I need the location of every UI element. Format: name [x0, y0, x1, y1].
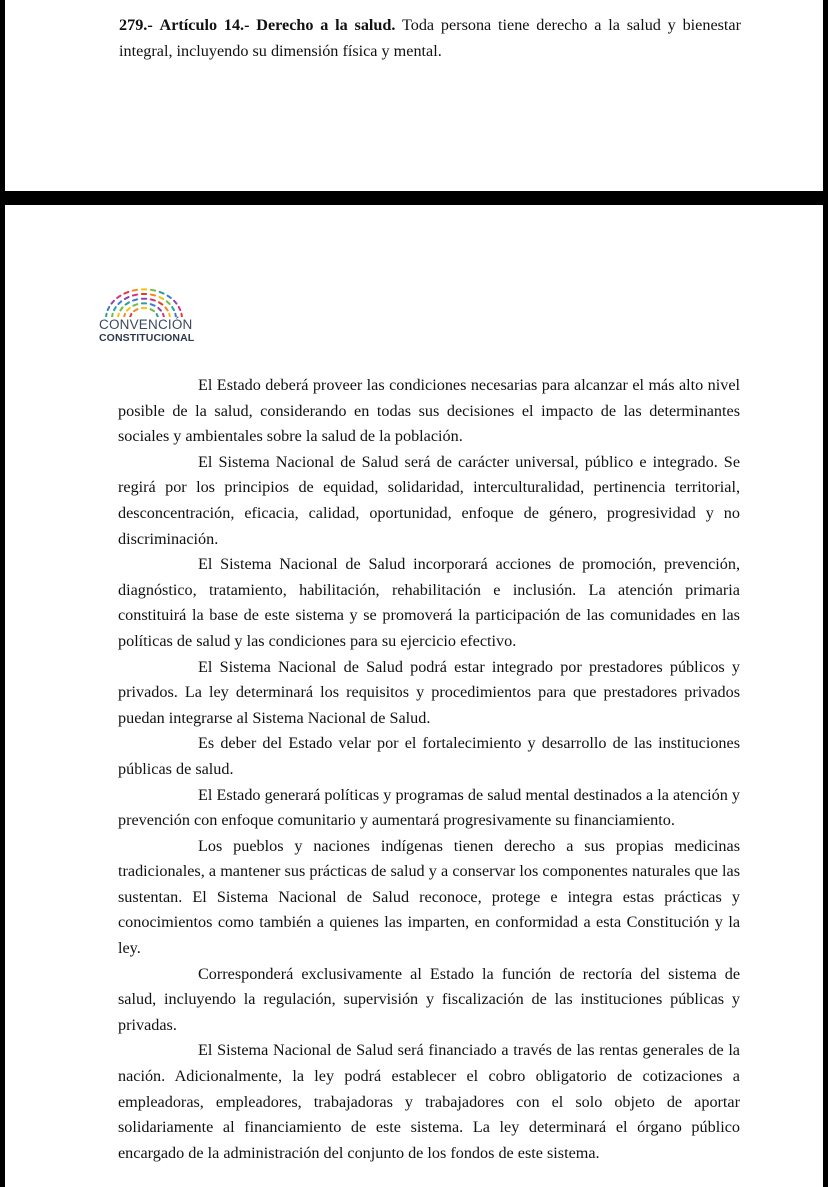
- convencion-logo: [99, 275, 209, 345]
- logo-line1: CONVENCIÓN: [99, 317, 193, 332]
- logo-dash: [151, 290, 155, 291]
- article-body-text: [118, 373, 740, 1166]
- logo-dash: [172, 307, 174, 310]
- logo-dash: [127, 308, 130, 311]
- article-number: 279.-: [119, 16, 153, 34]
- logo-line2: CONSTITUCIONAL: [99, 332, 195, 344]
- logo-dash: [111, 301, 114, 304]
- logo-dash: [160, 292, 164, 294]
- logo-dash: [151, 299, 155, 300]
- paragraph: El Estado deberá proveer las condiciones necesarias para alcanzar el más alto nivel posible de la salud, considerando en todas sus decisiones el impacto de las determinantes sociales y ambientales sobre la salud de la población.: [118, 376, 740, 446]
- logo-dash: [165, 307, 167, 310]
- paragraph: Corresponderá exclusivamente al Estado la función de rectoría del sistema de salud, incluyendo la regulación, supervisión y fiscalización de las instituciones públicas y privadas.: [118, 964, 740, 1034]
- logo-dash: [151, 304, 155, 305]
- logo-dash: [159, 302, 162, 304]
- logo-dash: [133, 290, 137, 291]
- logo-dash: [114, 307, 116, 310]
- logo-dash: [133, 299, 137, 300]
- logo-dash: [117, 296, 120, 298]
- paragraph: Los pueblos y naciones indígenas tienen derecho a sus propias medicinas tradicionales, a mantener sus prácticas de salud y a conservar los componentes naturales que las sustentan. El Sistema Nacional de Salud reconoce, protege e integra estas prácticas y conocimientos como también a quienes las imparten, en conformidad a esta Constitución y la ley.: [118, 836, 740, 958]
- logo-dash: [158, 308, 161, 311]
- paragraph: El Sistema Nacional de Salud incorporará acciones de promoción, prevención, diagnóstico, tratamiento, habilitación, rehabilitación e inclusión. La atención primaria constituirá la base de este sistema y se promoverá la participación de las comunidades en las políticas de salud y las condiciones para su ejercicio efectivo.: [118, 555, 740, 650]
- paragraph: El Estado generará políticas y programas de salud mental destinados a la atención y prevención con enfoque comunitario y aumentará progresivamente su financiamiento.: [118, 785, 740, 830]
- logo-dash: [150, 309, 154, 311]
- logo-dash: [125, 297, 129, 299]
- logo-dash: [151, 295, 155, 296]
- paragraph: Es deber del Estado velar por el fortalecimiento y desarrollo de las instituciones públicas de salud.: [118, 734, 740, 778]
- logo-dash: [126, 302, 129, 304]
- logo-dash: [174, 301, 177, 304]
- paragraph: El Sistema Nacional de Salud será de carácter universal, público e integrado. Se regirá por los principios de equidad, solidaridad, interculturalidad, pertinencia territorial, desconcentración, eficacia, calidad, oportunidad, enfoque de género, progresividad y no discriminación.: [118, 452, 740, 548]
- logo-dash: [118, 301, 121, 304]
- logo-dash: [133, 304, 137, 305]
- logo-arc-icon: [99, 275, 199, 317]
- paragraph: El Sistema Nacional de Salud podrá estar integrado por prestadores públicos y privados. La ley determinará los requisitos y procedimientos para que prestadores privados puedan integrarse al Sistema Nacional de Salud.: [118, 657, 740, 727]
- logo-dash: [168, 296, 171, 298]
- paragraph: El Sistema Nacional de Salud será financiado a través de las rentas generales de la nación. Adicionalmente, la ley podrá establecer el cobro obligatorio de cotizaciones a empleadoras, empleadores, trabajadoras y trabajadores con el solo objeto de aportar solidariamente al financiamiento de este sistema. La ley determinará el órgano público encargado de la administración del conjunto de los fondos de este sistema.: [118, 1041, 740, 1162]
- logo-dash: [179, 307, 181, 310]
- logo-dash: [124, 292, 128, 294]
- logo-dash: [159, 297, 163, 299]
- article-heading: Artículo 14.- Derecho a la salud.: [159, 16, 396, 34]
- article-body: Toda persona tiene derecho a la salud y bienestar integral, incluyendo su dimensión física y mental.: [119, 16, 741, 60]
- logo-dash: [134, 309, 138, 311]
- logo-dash: [108, 307, 110, 310]
- logo-dash: [133, 295, 137, 296]
- logo-dash: [120, 307, 122, 310]
- bottom-page: [5, 205, 823, 1187]
- top-page: [5, 0, 823, 191]
- article-text: [119, 12, 741, 64]
- logo-dash: [167, 301, 170, 304]
